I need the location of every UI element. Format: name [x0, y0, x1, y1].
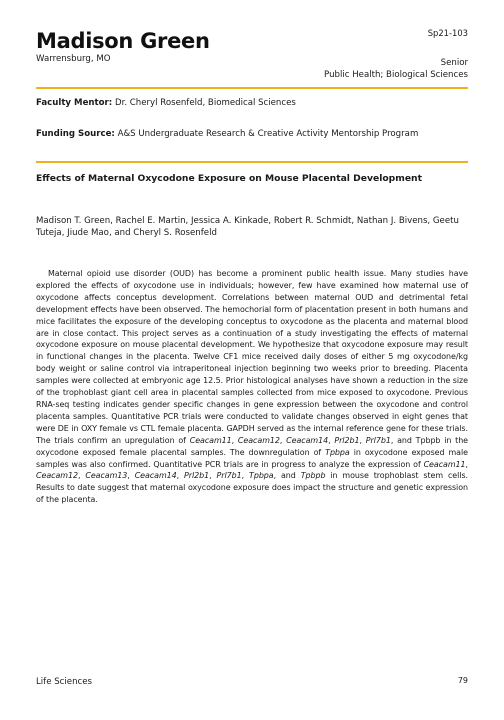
abstract-text: , and Tpbpb in the oxycodone exposed female placental samples. The downregulation of	[36, 435, 469, 457]
abstract-text: ,	[209, 471, 217, 481]
author-list: Madison T. Green, Rachel E. Martin, Jessica A. Kinkade, Robert R. Schmidt, Nathan J. Bivens, Geetu Tuteja, Jiude Mao, and Cheryl S. Rosenfeld	[36, 216, 459, 238]
abstract-text: ,	[176, 471, 185, 481]
faculty-mentor-label: Faculty Mentor:	[36, 98, 113, 108]
gene-name: Prl2b1	[184, 471, 210, 481]
abstract-text: Maternal opioid use disorder (OUD) has become a prominent public health issue. Many studies have explored the effects of oxycodone use in individuals; however, few have examined how maternal use of oxycodone affects conceptus development. Correlations between maternal OUD and detrimental fetal development effects have been observed. The hemochorial form of placentation present in both humans and mice facilitates the exposure of the developing conceptus to oxycodone as the placenta and maternal blood are in close contact. This project serves as a continuation of a study investigating the effects of maternal oxycodone exposure on mouse placental development. We hypothesize that oxycodone exposure may result in functional changes in the placenta. Twelve CF1 mice received daily doses of either 5 mg oxycodone/kg body weight or saline control via intraperitoneal injection beginning two weeks prior to breeding. Placenta samples were collected at embryonic age 12.5. Prior histological analyses have shown a reduction in the size of the trophoblast giant cell area in placental samples collected from mice exposed to oxycodone. Previous RNA-seq testing indicates gender specific changes in gene expression between the oxycodone and control placenta samples. Quantitative PCR trials were conducted to validate changes observed in eight genes that were DE in OXY female vs CTL female placenta. GAPDH served as the internal reference gene for these trials. The trials confirm an upregulation of	[36, 269, 468, 445]
gene-name: Tpbpb	[300, 471, 326, 481]
student-location: Warrensburg, MO	[36, 54, 111, 64]
abstract-code: Sp21-103	[427, 28, 468, 38]
gene-name: Prl2b1	[334, 435, 360, 445]
abstract-text: , and	[273, 471, 301, 481]
abstract-text: ,	[359, 435, 366, 445]
gene-name: Ceacam13	[85, 471, 128, 481]
divider-top	[36, 87, 468, 89]
funding-source-label: Funding Source:	[36, 129, 115, 139]
funding-source-value: A&S Undergraduate Research & Creative Activity Mentorship Program	[117, 129, 419, 139]
page-number: 79	[457, 676, 468, 685]
abstract-title: Effects of Maternal Oxycodone Exposure on Mouse Placental Development	[36, 173, 422, 184]
abstract-text: ,	[328, 435, 335, 445]
faculty-mentor	[36, 98, 468, 110]
gene-name: Tpbpa	[325, 447, 350, 457]
gene-name: Ceacam14	[286, 435, 329, 445]
abstract-body	[36, 268, 468, 506]
gene-name: Prl7b1	[216, 471, 242, 481]
faculty-mentor-value: Dr. Cheryl Rosenfeld, Biomedical Sciences	[114, 98, 296, 108]
gene-name: Ceacam12	[36, 471, 78, 481]
footer-section: Life Sciences	[36, 677, 93, 687]
abstract-text: ,	[231, 435, 238, 445]
gene-name: Ceacam12	[237, 435, 280, 445]
gene-name: Prl7b1	[365, 435, 391, 445]
gene-name: Ceacam11	[189, 435, 232, 445]
abstract-text: ,	[465, 459, 468, 469]
gene-name: Ceacam14	[134, 471, 177, 481]
abstract-text: in oxycodone exposed male samples was also confirmed. Quantitative PCR trials are in progress to analyze the expression of	[36, 447, 468, 469]
abstract-text: in mouse trophoblast stem cells. Results to date suggest that maternal oxycodone exposure does impact the structure and genetic expression of the placenta.	[36, 471, 468, 505]
abstract-text: ,	[77, 471, 86, 481]
gene-name: Ceacam11	[423, 459, 466, 469]
divider-bottom	[36, 161, 468, 163]
abstract-text: ,	[127, 471, 135, 481]
class-year: Senior	[440, 58, 468, 68]
abstract-text: ,	[241, 471, 250, 481]
student-name: Madison Green	[36, 29, 210, 53]
student-major: Public Health; Biological Sciences	[324, 70, 468, 80]
abstract-text: ,	[279, 435, 287, 445]
gene-name: Tpbpa	[249, 471, 274, 481]
funding-source	[36, 129, 468, 141]
